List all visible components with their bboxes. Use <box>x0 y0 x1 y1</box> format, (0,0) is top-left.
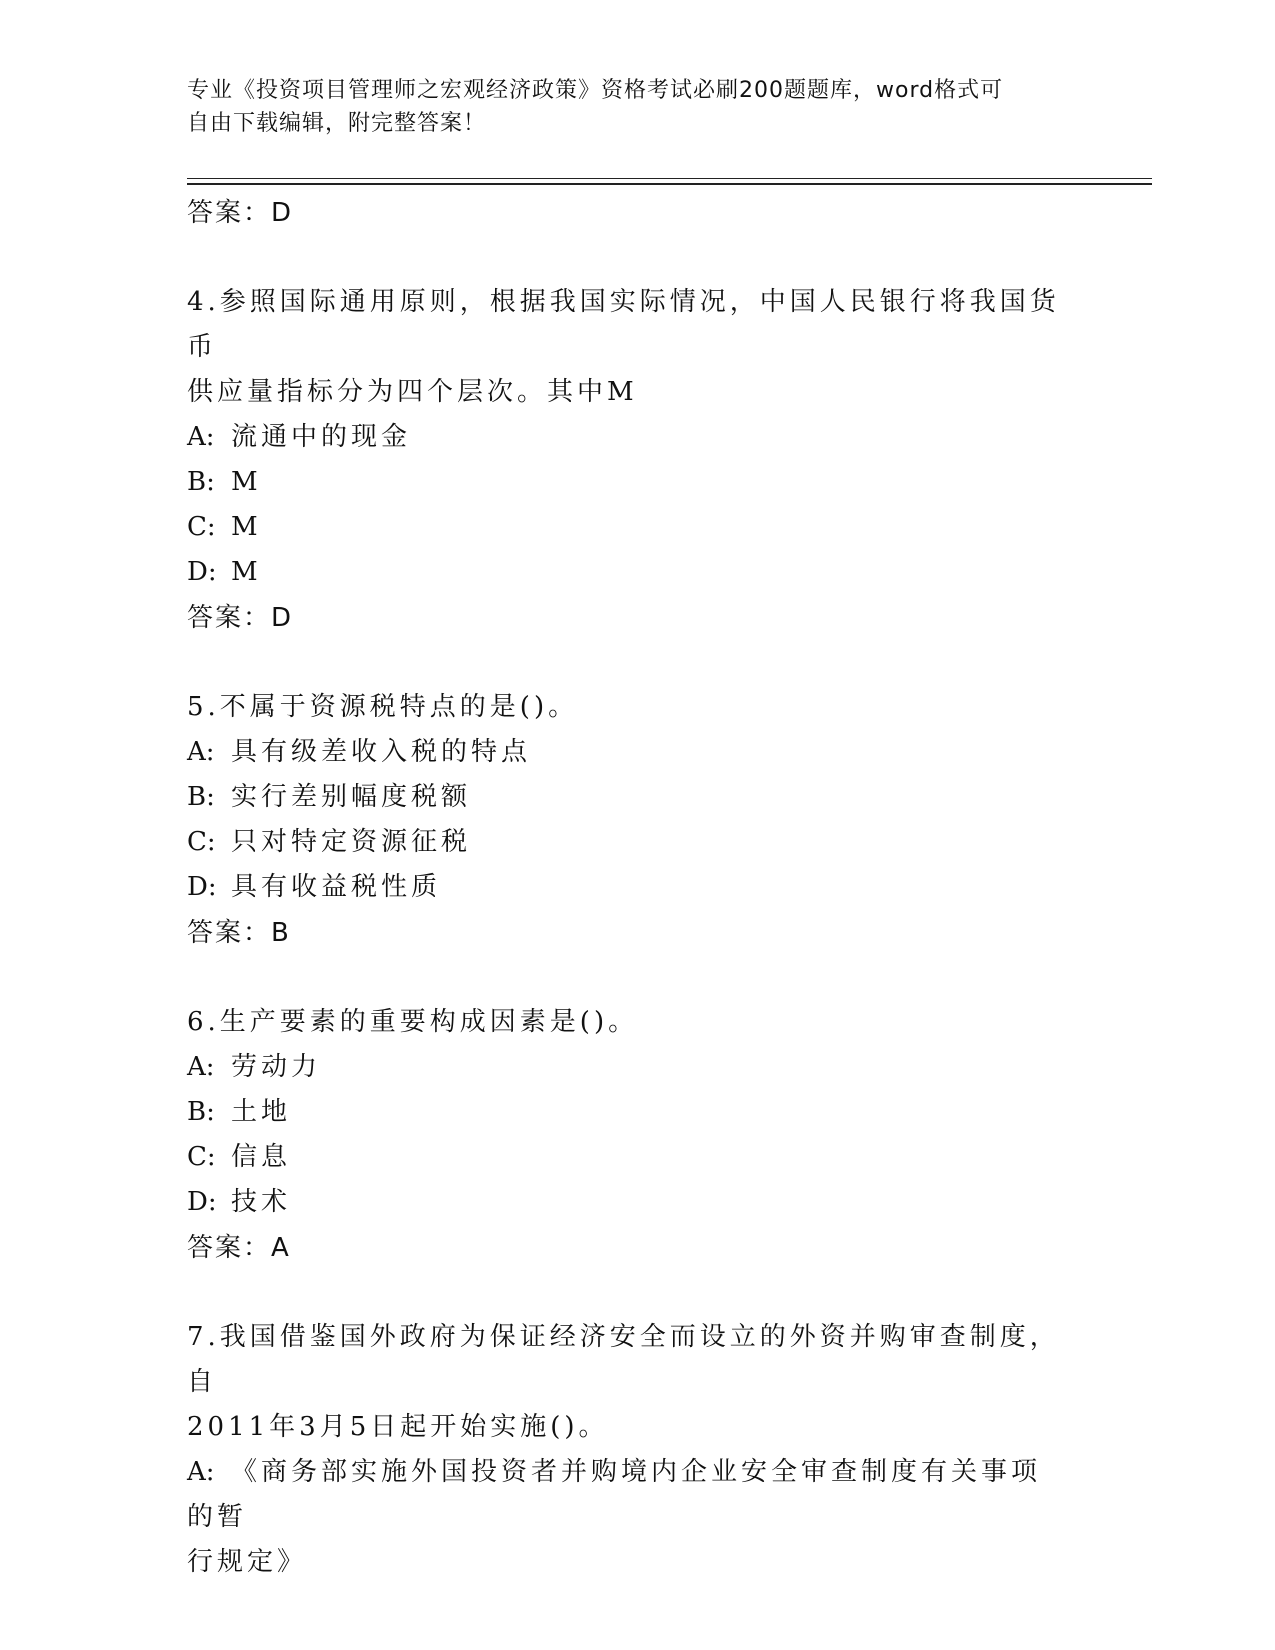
option-c <box>187 820 1067 865</box>
option-d <box>187 1180 1067 1225</box>
answer-line: 答案：A <box>187 1233 291 1263</box>
question-stem: 6.生产要素的重要构成因素是()。 <box>187 1007 639 1037</box>
option-text: 实行差别幅度税额 <box>231 782 472 812</box>
option-label: A: <box>187 1457 215 1487</box>
option-a <box>187 1045 1067 1090</box>
question-stem-continued: 供应量指标分为四个层次。其中M <box>187 377 638 407</box>
question-stem-continued: 2011年3月5日起开始实施()。 <box>187 1412 609 1442</box>
option-label: A: <box>187 737 215 767</box>
option-label: A: <box>187 422 215 452</box>
option-label: D: <box>187 872 217 902</box>
question-4 <box>187 280 1067 641</box>
document-header <box>187 74 1067 140</box>
answer-line: 答案：D <box>187 603 294 633</box>
answer-line: 答案：B <box>187 918 291 948</box>
header-line-1: 专业《投资项目管理师之宏观经济政策》资格考试必刷200题题库，word格式可 <box>187 78 1004 103</box>
header-divider <box>187 178 1152 179</box>
option-label: B: <box>187 782 215 812</box>
option-a <box>187 1450 1067 1540</box>
option-b <box>187 460 1067 505</box>
option-text: 技术 <box>231 1187 292 1217</box>
question-6 <box>187 1000 1067 1271</box>
question-stem: 4.参照国际通用原则，根据我国实际情况，中国人民银行将我国货币 <box>187 287 1060 362</box>
option-label: D: <box>187 557 217 587</box>
option-text: 具有级差收入税的特点 <box>231 737 532 767</box>
option-a <box>187 730 1067 775</box>
question-7 <box>187 1315 1067 1585</box>
question-list <box>187 190 1067 1585</box>
option-label: A: <box>187 1052 215 1082</box>
option-label: B: <box>187 1097 215 1127</box>
question-stem: 7.我国借鉴国外政府为保证经济安全而设立的外资并购审查制度，自 <box>187 1322 1060 1397</box>
option-label: C: <box>187 827 216 857</box>
option-d <box>187 865 1067 910</box>
header-line-2: 自由下载编辑，附完整答案！ <box>187 111 487 136</box>
question-5 <box>187 685 1067 956</box>
option-text: 流通中的现金 <box>231 422 412 452</box>
option-text: 信息 <box>231 1142 292 1172</box>
option-b <box>187 775 1067 820</box>
option-text: M <box>231 512 262 542</box>
option-text: 土地 <box>231 1097 292 1127</box>
option-c <box>187 1135 1067 1180</box>
option-label: C: <box>187 1142 216 1172</box>
option-a-continued: 行规定》 <box>187 1547 308 1577</box>
option-text: M <box>231 557 262 587</box>
option-d <box>187 550 1067 595</box>
option-text: 只对特定资源征税 <box>231 827 472 857</box>
option-label: C: <box>187 512 216 542</box>
previous-answer: 答案：D <box>187 198 294 228</box>
option-a <box>187 415 1067 460</box>
option-text: M <box>231 467 262 497</box>
option-text: 具有收益税性质 <box>231 872 442 902</box>
question-stem: 5.不属于资源税特点的是()。 <box>187 692 579 722</box>
option-label: B: <box>187 467 215 497</box>
option-label: D: <box>187 1187 217 1217</box>
option-text: 劳动力 <box>231 1052 322 1082</box>
option-c <box>187 505 1067 550</box>
option-text: 《商务部实施外国投资者并购境内企业安全审查制度有关事项的暂 <box>187 1457 1042 1532</box>
header-divider-thick <box>187 183 1152 185</box>
option-b <box>187 1090 1067 1135</box>
